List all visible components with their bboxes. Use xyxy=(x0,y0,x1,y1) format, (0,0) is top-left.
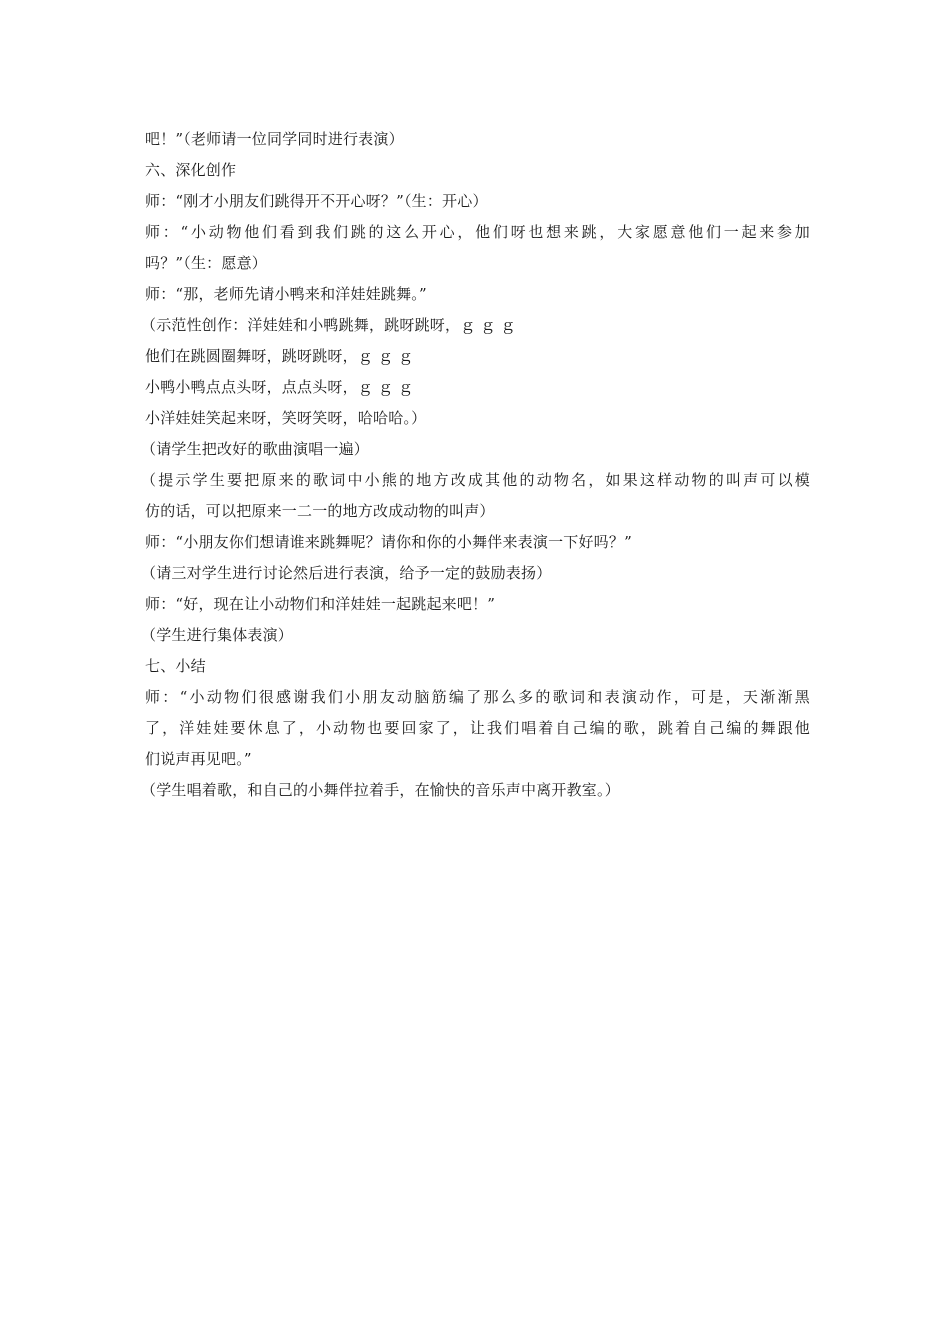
text-line: 他们在跳圆圈舞呀，跳呀跳呀，ｇ ｇ ｇ xyxy=(145,347,414,365)
text-line: （提示学生要把原来的歌词中小熊的地方改成其他的动物名，如果这样动物的叫声可以模 xyxy=(141,471,810,489)
text-line: 了，洋娃娃要休息了，小动物也要回家了，让我们唱着自己编的歌，跳着自己编的舞跟他 xyxy=(145,719,810,737)
text-line: 师：“好，现在让小动物们和洋娃娃一起跳起来吧！” xyxy=(145,595,496,613)
text-line: （学生进行集体表演） xyxy=(141,626,294,644)
text-line: 师：“刚才小朋友们跳得开不开心呀？”（生：开心） xyxy=(145,192,488,210)
text-line: 师：“小动物们很感谢我们小朋友动脑筋编了那么多的歌词和表演动作，可是，天渐渐黑 xyxy=(145,688,810,706)
text-line: 小洋娃娃笑起来呀，笑呀笑呀，哈哈哈。） xyxy=(145,409,427,427)
text-line: （学生唱着歌，和自己的小舞伴拉着手，在愉快的音乐声中离开教室。） xyxy=(141,781,620,799)
text-line: 师：“小朋友你们想请谁来跳舞呢？请你和你的小舞伴来表演一下好吗？” xyxy=(145,533,632,551)
text-line: 师：“那，老师先请小鸭来和洋娃娃跳舞。” xyxy=(145,285,427,303)
document-body xyxy=(141,124,810,806)
text-line: 吧！”（老师请一位同学同时进行表演） xyxy=(145,130,404,148)
text-line: （示范性创作：洋娃娃和小鸭跳舞，跳呀跳呀，ｇ ｇ ｇ xyxy=(141,316,516,334)
text-line: 仿的话，可以把原来一二一的地方改成动物的叫声） xyxy=(145,502,495,520)
text-line: 吗？”（生：愿意） xyxy=(145,254,267,272)
section-heading-7: 七、小结 xyxy=(145,657,206,675)
section-heading-6: 六、深化创作 xyxy=(145,161,237,179)
text-line: （请三对学生进行讨论然后进行表演，给予一定的鼓励表扬） xyxy=(141,564,552,582)
text-line: 师：“小动物他们看到我们跳的这么开心，他们呀也想来跳，大家愿意他们一起来参加 xyxy=(145,223,810,241)
text-line: 小鸭小鸭点点头呀，点点头呀，ｇ ｇ ｇ xyxy=(145,378,414,396)
text-line: （请学生把改好的歌曲演唱一遍） xyxy=(141,440,370,458)
text-line: 们说声再见吧。” xyxy=(145,750,252,768)
